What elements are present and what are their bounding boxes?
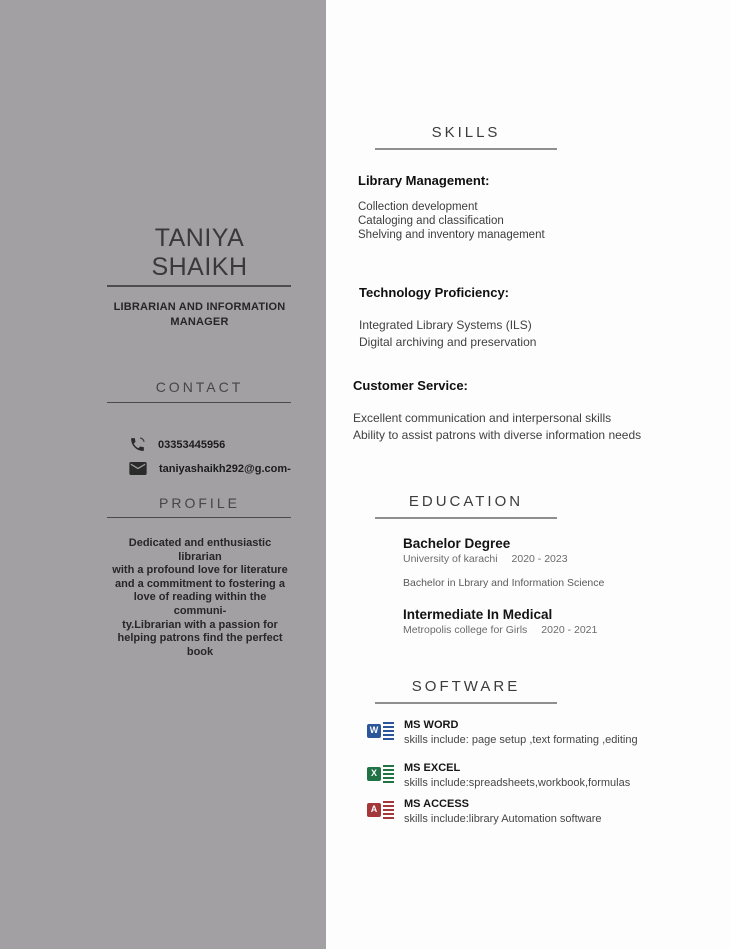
software-name: MS EXCEL — [404, 762, 461, 774]
software-desc: skills include: page setup ,text formating ,editing — [404, 734, 638, 746]
contact-heading: CONTACT — [155, 379, 244, 395]
software-name: MS WORD — [404, 719, 459, 731]
sidebar — [0, 0, 326, 949]
skill-items — [353, 410, 641, 444]
skill-item: Integrated Library Systems (ILS) — [359, 318, 532, 332]
software-item-ms-access — [367, 798, 601, 825]
profile-divider — [107, 517, 291, 518]
contact-divider — [107, 402, 291, 403]
software-item-ms-word — [367, 719, 638, 746]
degree-dates: 2020 - 2021 — [541, 624, 598, 636]
job-title-line1: LIBRARIAN AND INFORMATION — [113, 301, 286, 313]
school-name: Metropolis college for Girls — [403, 624, 528, 636]
skill-group-technology-proficiency — [359, 284, 536, 351]
main-column — [326, 0, 730, 949]
skill-group-customer-service — [353, 377, 641, 444]
skills-heading: SKILLS — [375, 124, 557, 150]
education-entry-bachelor — [403, 536, 604, 589]
skill-group-library-management — [358, 172, 545, 242]
software-desc: skills include:library Automation software — [404, 813, 602, 825]
person-name-line1: TANIYA — [154, 224, 245, 252]
degree-title: Bachelor Degree — [403, 536, 511, 551]
degree-title: Intermediate In Medical — [403, 607, 553, 622]
ms-excel-icon: X — [367, 763, 394, 784]
software-desc: skills include:spreadsheets,workbook,formulas — [404, 777, 631, 789]
email-address: taniyashaikh292@g.com- — [159, 462, 291, 475]
contact-phone-row — [129, 436, 225, 453]
person-name — [107, 224, 292, 282]
skill-group-title: Technology Proficiency: — [359, 285, 510, 300]
software-text — [404, 719, 638, 746]
person-name-line2: SHAIKH — [151, 253, 248, 281]
skill-item: Shelving and inventory management — [358, 229, 545, 241]
software-text — [404, 798, 601, 825]
contact-email-row — [129, 462, 291, 475]
skill-group-title: Customer Service: — [353, 378, 468, 393]
skill-items — [359, 317, 536, 351]
software-name: MS ACCESS — [404, 798, 469, 810]
profile-heading: PROFILE — [159, 495, 240, 511]
name-divider — [107, 285, 291, 287]
skill-item: Cataloging and classification — [358, 215, 504, 227]
skill-item: Excellent communication and interpersonal skills — [353, 411, 612, 425]
skill-group-title: Library Management: — [358, 173, 490, 188]
software-text — [404, 762, 630, 789]
profile-summary: Dedicated and enthusiastic librarian with a profound love for literature and a commitment to fostering a love of reading within the communi- ty.Librarian with a passion for helping patrons find the perfect book — [112, 537, 288, 658]
ms-access-icon: A — [367, 799, 394, 820]
skill-item: Digital archiving and preservation — [359, 335, 537, 349]
job-title — [107, 300, 292, 330]
school-line — [403, 624, 597, 636]
education-entry-intermediate — [403, 607, 597, 636]
skill-items — [358, 200, 545, 242]
phone-icon — [129, 436, 146, 453]
school-line — [403, 553, 604, 565]
degree-dates: 2020 - 2023 — [511, 553, 568, 565]
job-title-line2: MANAGER — [170, 316, 229, 328]
email-icon — [129, 462, 147, 475]
skill-item: Ability to assist patrons with diverse information needs — [353, 428, 642, 442]
degree-note: Bachelor in Lbrary and Information Science — [403, 577, 605, 589]
software-heading: SOFTWARE — [375, 678, 557, 704]
software-item-ms-excel — [367, 762, 630, 789]
phone-number: 03353445956 — [158, 438, 226, 451]
skill-item: Collection development — [358, 201, 478, 213]
ms-word-icon: W — [367, 720, 394, 741]
school-name: University of karachi — [403, 553, 498, 565]
education-heading: EDUCATION — [375, 493, 557, 519]
